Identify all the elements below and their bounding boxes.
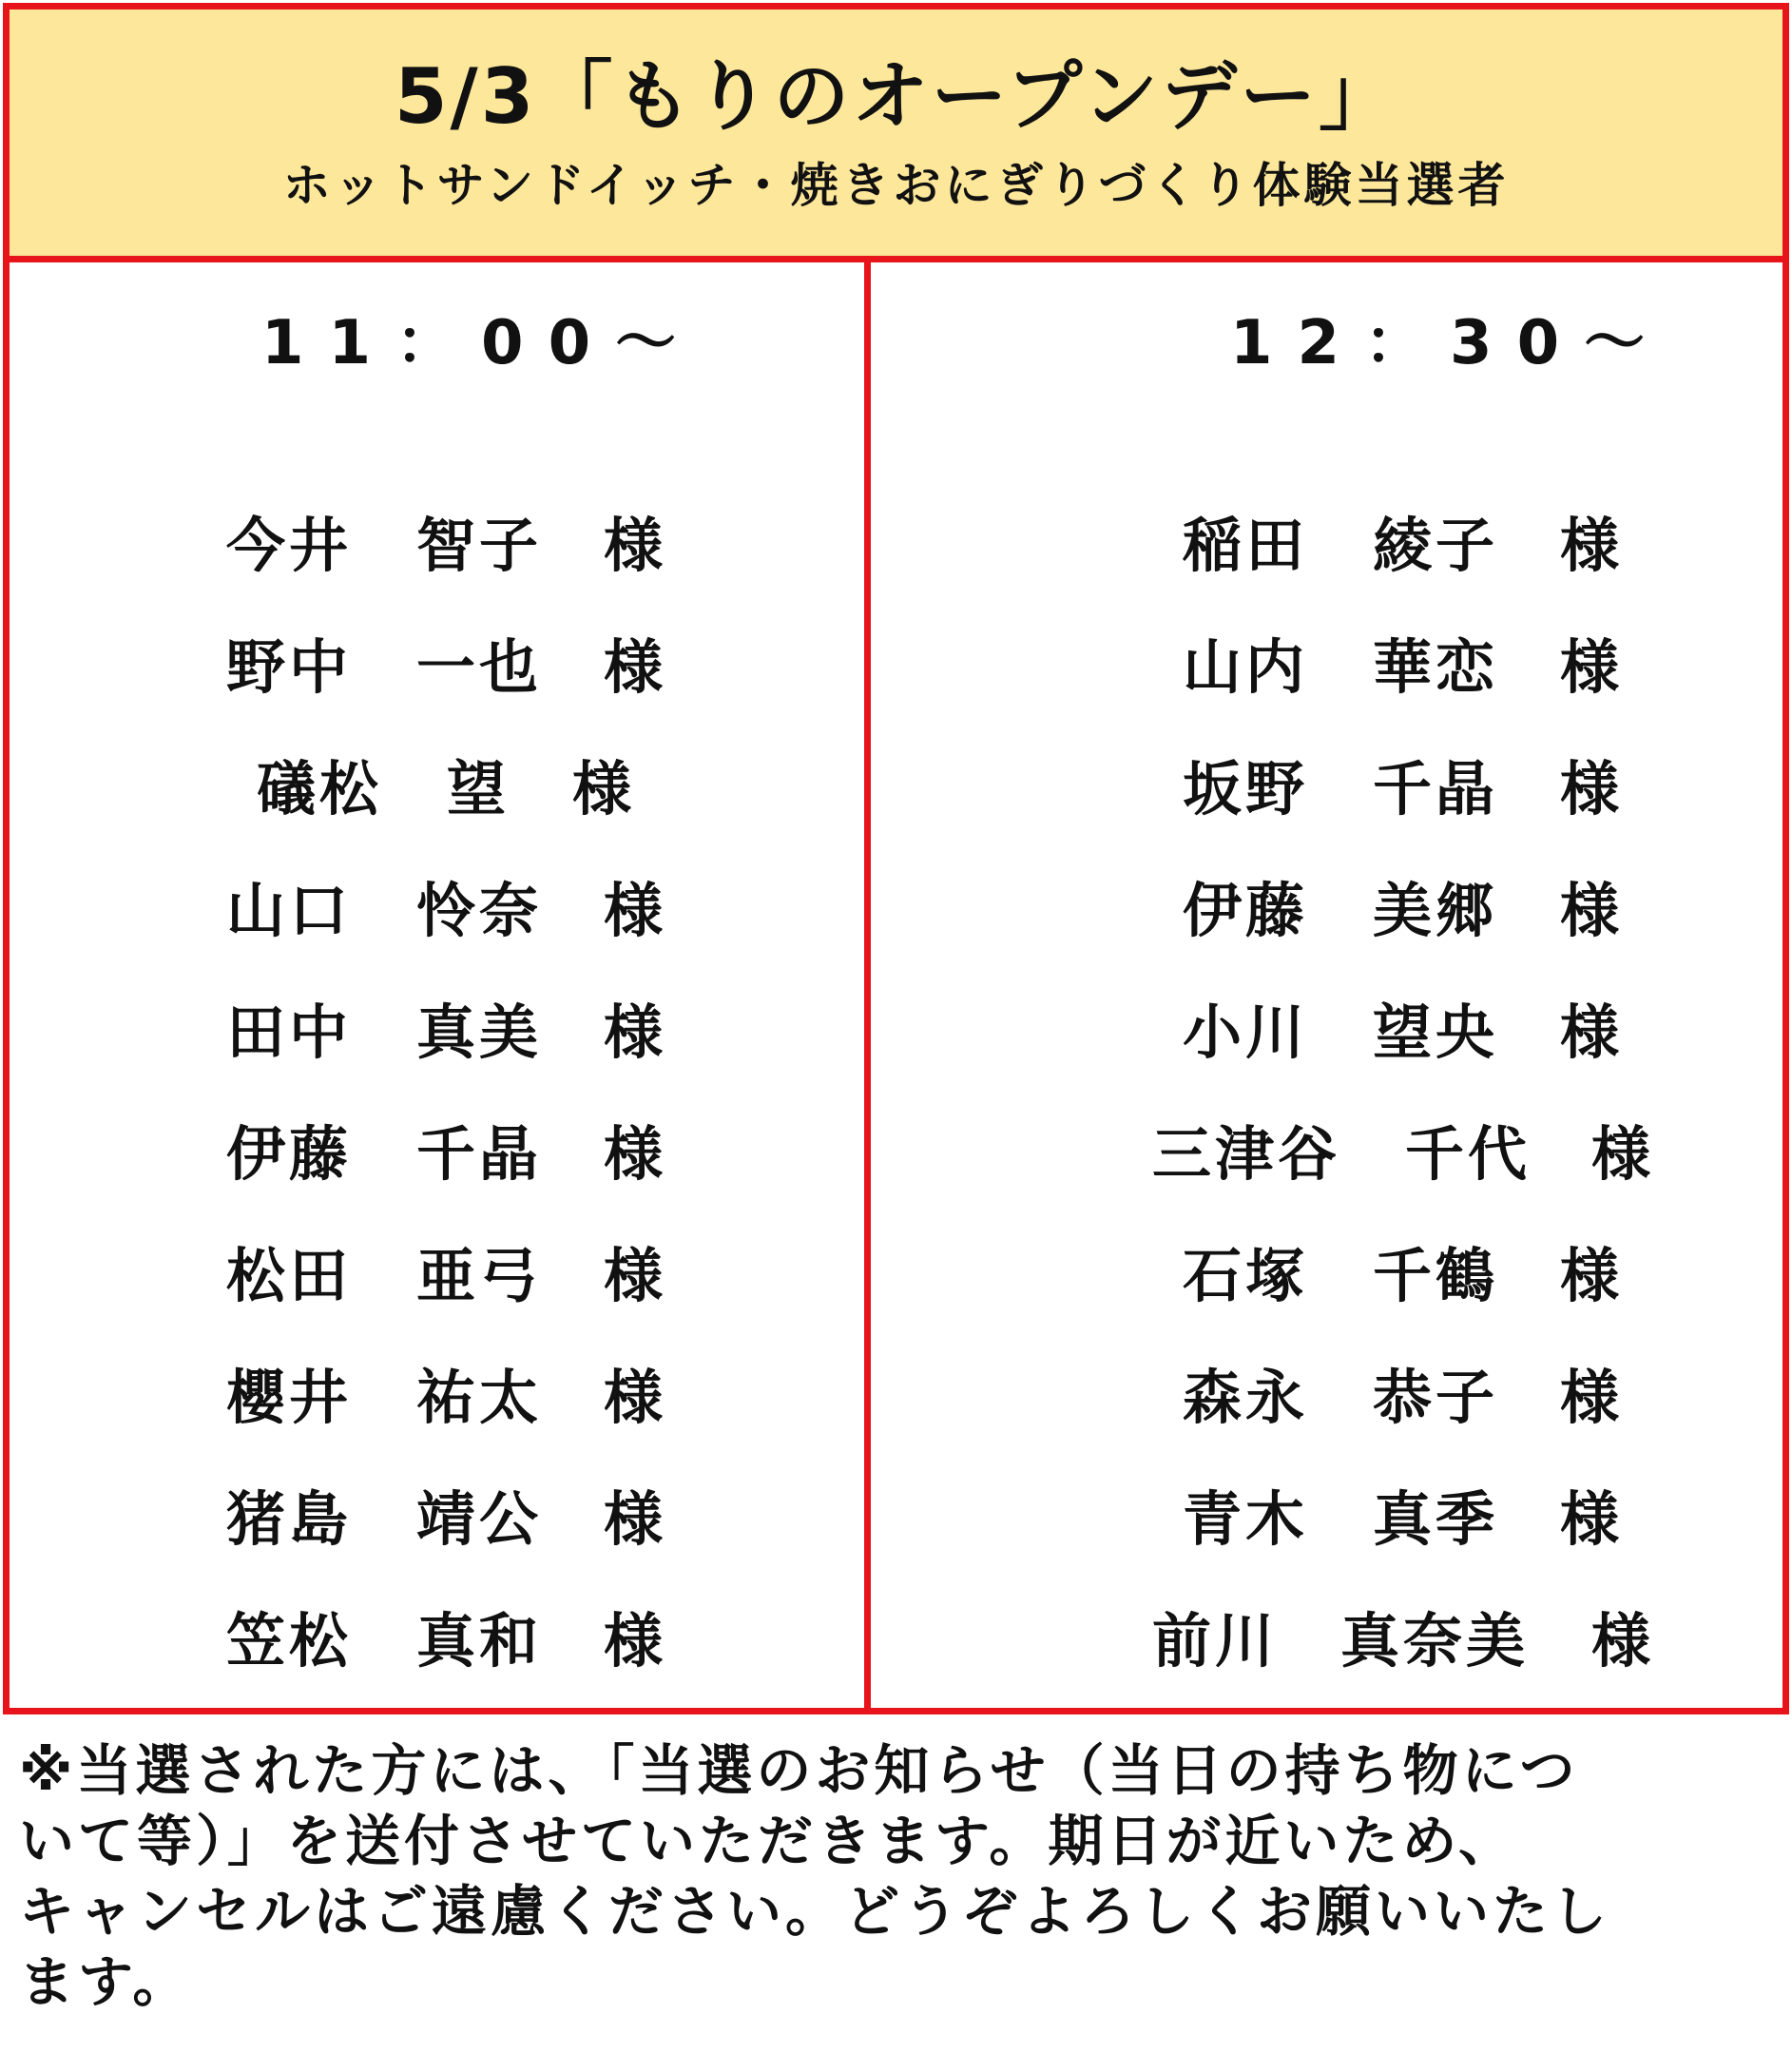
winner-row [871,1221,1782,1343]
winner-given-name: 千晶 [1373,754,1499,823]
winner-family-name: 三津谷 [1152,1119,1341,1189]
winner-family-name: 山内 [1183,632,1309,702]
winner-honorific: 様 [1560,1241,1624,1310]
notice-line: ます。 [19,1949,192,2014]
winner-honorific: 様 [1560,876,1624,945]
winner-family-name: 伊藤 [226,1119,353,1189]
winner-given-name: 望 [447,754,511,823]
winner-honorific: 様 [604,876,667,945]
announcement-frame [3,3,1789,1714]
winner-given-name: 祐太 [416,1363,543,1432]
winner-honorific: 様 [1560,997,1624,1067]
notice-text [19,1735,1768,2017]
winner-row [871,1586,1782,1708]
header-banner [10,10,1782,262]
column-divider [864,262,871,1708]
winner-family-name: 青木 [1183,1484,1309,1554]
winner-family-name: 猪島 [226,1484,353,1554]
winner-family-name: 石塚 [1183,1241,1309,1310]
winner-honorific: 様 [604,1363,667,1432]
winner-given-name: 真奈美 [1340,1606,1530,1675]
winner-given-name: 綾子 [1373,511,1499,580]
winner-honorific: 様 [1560,1363,1624,1432]
winner-list [10,491,864,1708]
winner-honorific: 様 [1591,1606,1655,1675]
winner-honorific: 様 [604,1606,667,1675]
winner-honorific: 様 [604,1241,667,1310]
winner-honorific: 様 [604,1119,667,1189]
winner-honorific: 様 [604,632,667,702]
winner-honorific: 様 [1560,754,1624,823]
page-subtitle: ホットサンドイッチ・焼きおにぎりづくり体験当選者 [282,158,1510,213]
winner-given-name: 華恋 [1373,632,1499,702]
slot-column-1230 [871,262,1782,1708]
winner-family-name: 笠松 [226,1606,353,1675]
winner-honorific: 様 [604,511,667,580]
winner-family-name: 礒松 [257,754,383,823]
winner-row [10,856,864,978]
winner-given-name: 美郷 [1373,876,1499,945]
winner-row [871,856,1782,978]
winner-given-name: 一也 [416,632,543,702]
slot-time-heading: 11：00～ [261,308,702,378]
winner-family-name: 田中 [226,997,353,1067]
winner-given-name: 千代 [1405,1119,1532,1189]
winner-row [10,1343,864,1464]
winner-honorific: 様 [604,1484,667,1554]
winner-family-name: 小川 [1183,997,1309,1067]
winner-given-name: 千晶 [416,1119,543,1189]
winner-family-name: 森永 [1183,1363,1309,1432]
notice-line: キャンセルはご遠慮ください。どうぞよろしくお願いいたし [19,1879,1611,1944]
winner-honorific: 様 [1560,632,1624,702]
winner-row [871,491,1782,612]
winner-family-name: 野中 [226,632,353,702]
winner-family-name: 今井 [226,511,353,580]
winner-given-name: 真季 [1373,1484,1499,1554]
winner-family-name: 櫻井 [226,1363,353,1432]
winner-family-name: 山口 [226,876,353,945]
winner-row [10,612,864,734]
winner-given-name: 靖公 [416,1484,543,1554]
winner-row [10,1464,864,1586]
winner-row [10,491,864,612]
winner-given-name: 智子 [416,511,543,580]
winner-row [871,1343,1782,1464]
winner-honorific: 様 [604,997,667,1067]
winner-list [871,491,1782,1708]
winner-row [871,978,1782,1099]
winner-family-name: 松田 [226,1241,353,1310]
winner-family-name: 前川 [1152,1606,1279,1675]
winner-row [10,1221,864,1343]
winner-honorific: 様 [1560,511,1624,580]
winner-row [10,734,864,856]
winner-row [10,1586,864,1708]
winner-family-name: 稲田 [1183,511,1309,580]
winner-given-name: 亜弓 [416,1241,543,1310]
winner-row [871,612,1782,734]
winner-given-name: 真和 [416,1606,543,1675]
winner-given-name: 恭子 [1373,1363,1499,1432]
notice-line: ※当選された方には、「当選のお知らせ（当日の持ち物につ [19,1738,1579,1803]
slot-column-1100 [10,262,864,1708]
winner-honorific: 様 [1591,1119,1655,1189]
winner-family-name: 坂野 [1183,754,1309,823]
page-title: 5/3「もりのオープンデー」 [394,52,1398,141]
winner-honorific: 様 [1560,1484,1624,1554]
winner-honorific: 様 [572,754,636,823]
winner-row [871,1464,1782,1586]
notice-line: いて等）」を送付させていただきます。期日が近いため、 [19,1809,1518,1873]
winner-row [10,1099,864,1221]
winner-row [10,978,864,1099]
winner-row [871,1099,1782,1221]
winner-family-name: 伊藤 [1183,876,1309,945]
winner-given-name: 真美 [416,997,543,1067]
winner-given-name: 千鶴 [1373,1241,1499,1310]
slot-time-heading: 12：30～ [1230,308,1670,378]
winner-row [871,734,1782,856]
winner-given-name: 怜奈 [416,876,543,945]
winner-given-name: 望央 [1373,997,1499,1067]
